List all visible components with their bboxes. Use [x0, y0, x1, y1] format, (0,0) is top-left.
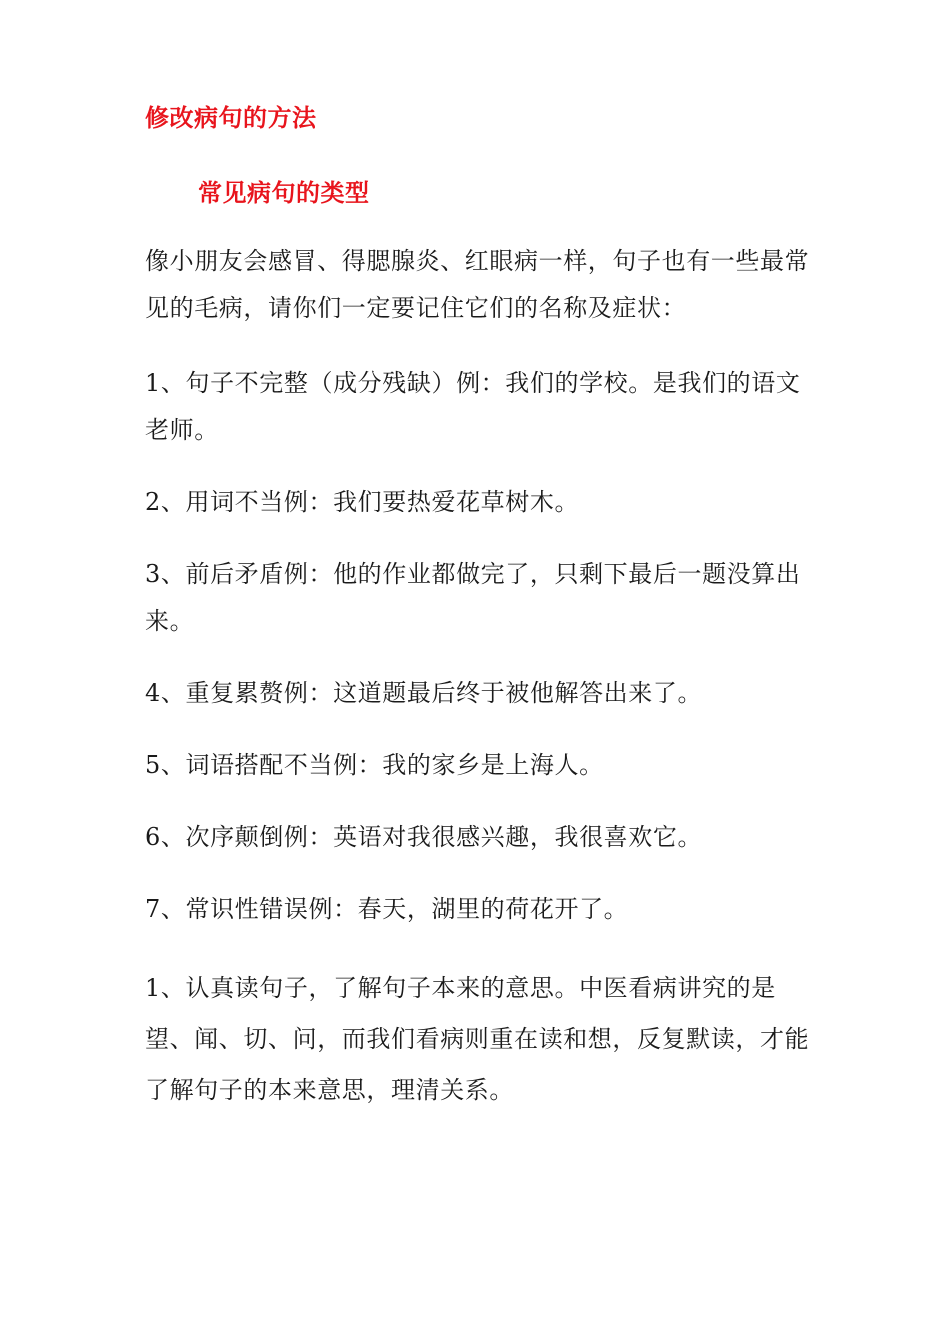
intro-paragraph: 像小朋友会感冒、得腮腺炎、红眼病一样，句子也有一些最常见的毛病，请你们一定要记住它们的名称及症状：: [145, 247, 810, 322]
error-type-item: 6、次序颠倒例：英语对我很感兴趣，我很喜欢它。: [145, 823, 703, 851]
error-type-item: 3、前后矛盾例：他的作业都做完了，只剩下最后一题没算出来。: [145, 560, 801, 635]
method-paragraph: 1、认真读句子，了解句子本来的意思。中医看病讲究的是望、闻、切、问，而我们看病则重在读和想，反复默读，才能了解句子的本来意思，理清关系。: [145, 974, 810, 1104]
document-title: 修改病句的方法: [145, 103, 317, 132]
error-type-item: 2、用词不当例：我们要热爱花草树木。: [145, 488, 580, 516]
error-type-list: [145, 360, 825, 958]
error-type-item: 5、词语搭配不当例：我的家乡是上海人。: [145, 751, 604, 779]
error-type-item: 1、句子不完整（成分残缺）例：我们的学校。是我们的语文老师。: [145, 369, 801, 444]
section-heading: 常见病句的类型: [198, 178, 370, 207]
error-type-item: 7、常识性错误例：春天，湖里的荷花开了。: [145, 895, 629, 923]
error-type-item: 4、重复累赘例：这道题最后终于被他解答出来了。: [145, 679, 703, 707]
